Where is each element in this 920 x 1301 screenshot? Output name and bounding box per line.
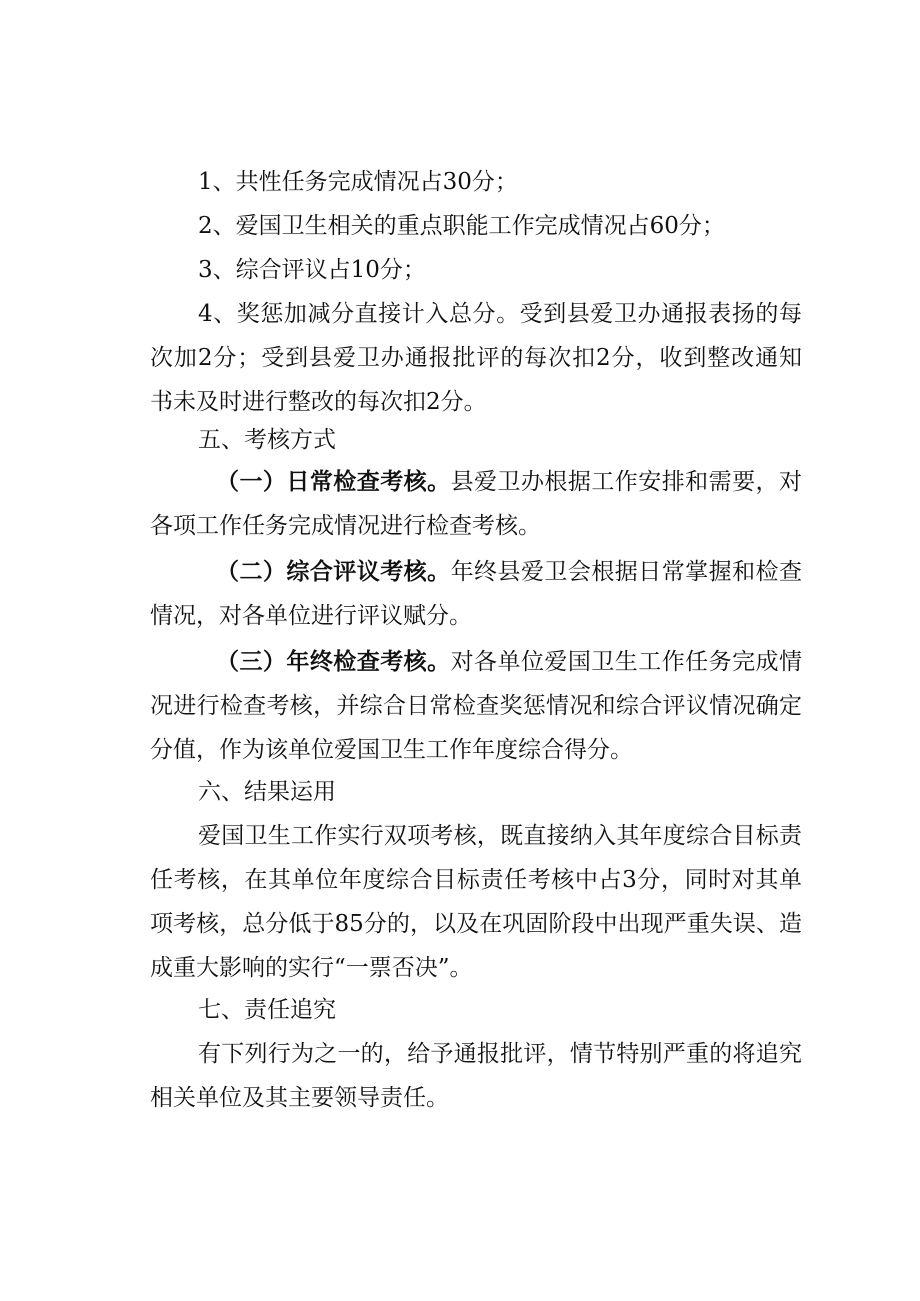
result-application-line-2: 任考核，在其单位年度综合目标责任考核中占3分，同时对其单 <box>150 867 802 893</box>
scoring-item-1: 1、共性任务完成情况占30分； <box>198 169 518 195</box>
paragraph-text: 对各单位爱国卫生工作任务完成情 <box>450 649 803 675</box>
paragraph-title-year-end-inspection: （三）年终检查考核。 <box>216 649 451 675</box>
scoring-item-4-line-2: 次加2分；受到县爱卫办通报批评的每次扣2分，收到整改通知 <box>150 345 802 371</box>
paragraph-daily-inspection-line-2: 各项工作任务完成情况进行检查考核。 <box>150 513 541 539</box>
result-application-line-4: 成重大影响的实行“一票否决”。 <box>150 955 473 981</box>
paragraph-year-end-inspection-line-1 <box>216 640 802 684</box>
paragraph-comprehensive-review-line-2: 情况，对各单位进行评议赋分。 <box>150 603 472 629</box>
result-application-line-1: 爱国卫生工作实行双项考核，既直接纳入其年度综合目标责 <box>198 823 802 849</box>
section-heading-accountability: 七、责任追究 <box>198 997 336 1023</box>
scoring-item-4-line-3: 书未及时进行整改的每次扣2分。 <box>150 389 487 415</box>
section-heading-result-application: 六、结果运用 <box>198 779 336 805</box>
scoring-item-2: 2、爱国卫生相关的重点职能工作完成情况占60分； <box>198 213 725 239</box>
paragraph-comprehensive-review-line-1 <box>216 550 802 594</box>
accountability-line-2: 相关单位及其主要领导责任。 <box>150 1085 449 1111</box>
paragraph-daily-inspection-line-1 <box>216 460 802 504</box>
paragraph-year-end-inspection-line-3: 分值，作为该单位爱国卫生工作年度综合得分。 <box>150 737 633 763</box>
paragraph-text: 年终县爱卫会根据日常掌握和检查 <box>450 559 803 585</box>
scoring-item-3: 3、综合评议占10分； <box>198 257 426 283</box>
paragraph-year-end-inspection-line-2: 况进行检查考核，并综合日常检查奖惩情况和综合评议情况确定 <box>150 693 802 719</box>
scoring-item-4-line-1: 4、奖惩加减分直接计入总分。受到县爱卫办通报表扬的每 <box>198 301 802 327</box>
section-heading-assessment-method: 五、考核方式 <box>198 427 336 453</box>
accountability-line-1: 有下列行为之一的，给予通报批评，情节特别严重的将追究 <box>198 1041 802 1067</box>
paragraph-text: 县爱卫办根据工作安排和需要，对 <box>450 469 803 495</box>
paragraph-title-daily-inspection: （一）日常检查考核。 <box>216 469 451 495</box>
paragraph-title-comprehensive-review: （二）综合评议考核。 <box>216 559 451 585</box>
result-application-line-3: 项考核，总分低于85分的，以及在巩固阶段中出现严重失误、造 <box>150 911 802 937</box>
